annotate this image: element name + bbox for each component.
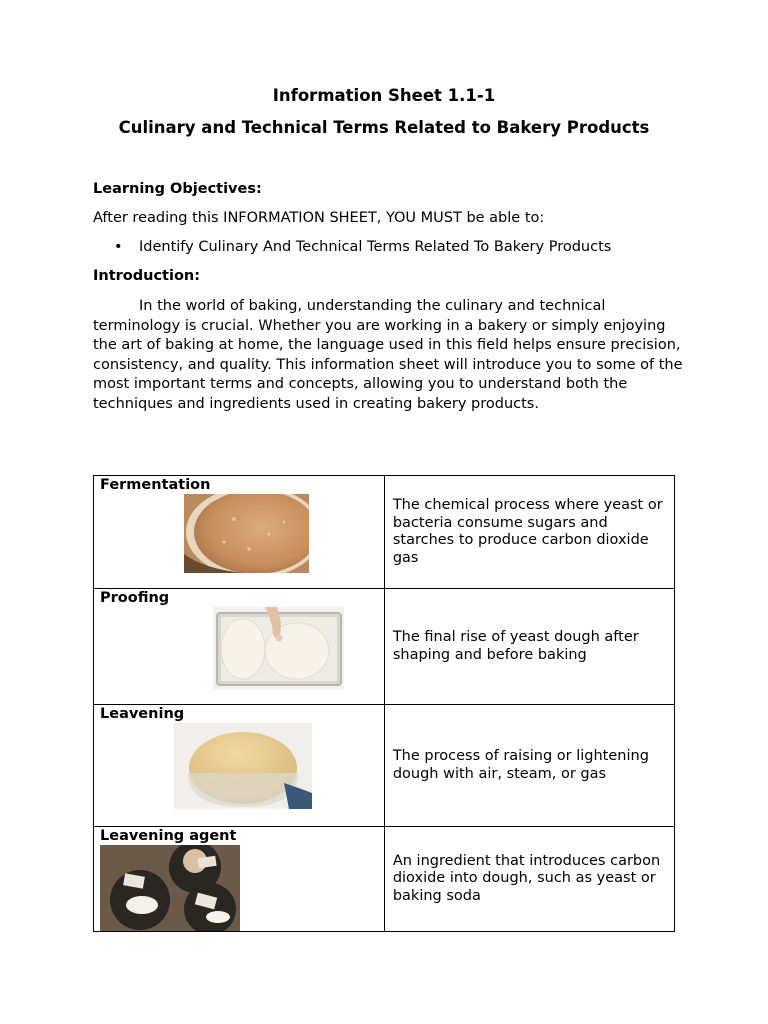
page-title: Information Sheet 1.1-1 — [272, 86, 496, 105]
page-subtitle: Culinary and Technical Terms Related to Bakery Products — [118, 118, 650, 137]
objectives-list — [93, 239, 611, 255]
term-cell — [94, 589, 385, 705]
table-row — [94, 589, 675, 705]
leavening-photo — [174, 723, 312, 809]
table-row — [94, 827, 675, 932]
definition-cell: An ingredient that introduces carbon dioxide into dough, such as yeast or baking soda — [384, 827, 674, 932]
table-row — [94, 476, 675, 589]
objectives-list-item — [93, 239, 611, 255]
term-cell — [94, 476, 385, 589]
definition-cell: The chemical process where yeast or bacteria consume sugars and starches to produce carbon dioxide gas — [384, 476, 674, 589]
definition-cell: The process of raising or lightening dough with air, steam, or gas — [384, 705, 674, 827]
objective-text: Identify Culinary And Technical Terms Related To Bakery Products — [139, 239, 612, 255]
term-cell — [94, 705, 385, 827]
introduction-paragraph: In the world of baking, understanding the culinary and technical terminology is crucial. Whether you are working in a bakery or simply enjoying the art of baking at home, the language used in this field helps ensure precision, consistency, and quality. This information sheet will introduce you to some of the most important terms and concepts, allowing you to understand both the techniques and ingredients used in creating bakery products. — [93, 298, 683, 412]
objectives-heading: Learning Objectives: — [93, 181, 262, 197]
objectives-intro: After reading this INFORMATION SHEET, YOU MUST be able to: — [93, 210, 545, 226]
leavening-agent-photo — [100, 845, 240, 931]
term-cell — [94, 827, 385, 932]
term-name: Fermentation — [100, 477, 211, 493]
terms-table — [93, 475, 675, 932]
fermentation-photo — [184, 494, 309, 573]
term-name: Leavening agent — [100, 828, 237, 844]
table-row — [94, 705, 675, 827]
definition-cell: The final rise of yeast dough after shaping and before baking — [384, 589, 674, 705]
term-name: Leavening — [100, 706, 185, 722]
proofing-photo — [213, 607, 344, 689]
term-name: Proofing — [100, 590, 170, 606]
bullet-icon: • — [114, 239, 123, 255]
introduction-heading: Introduction: — [93, 268, 201, 284]
